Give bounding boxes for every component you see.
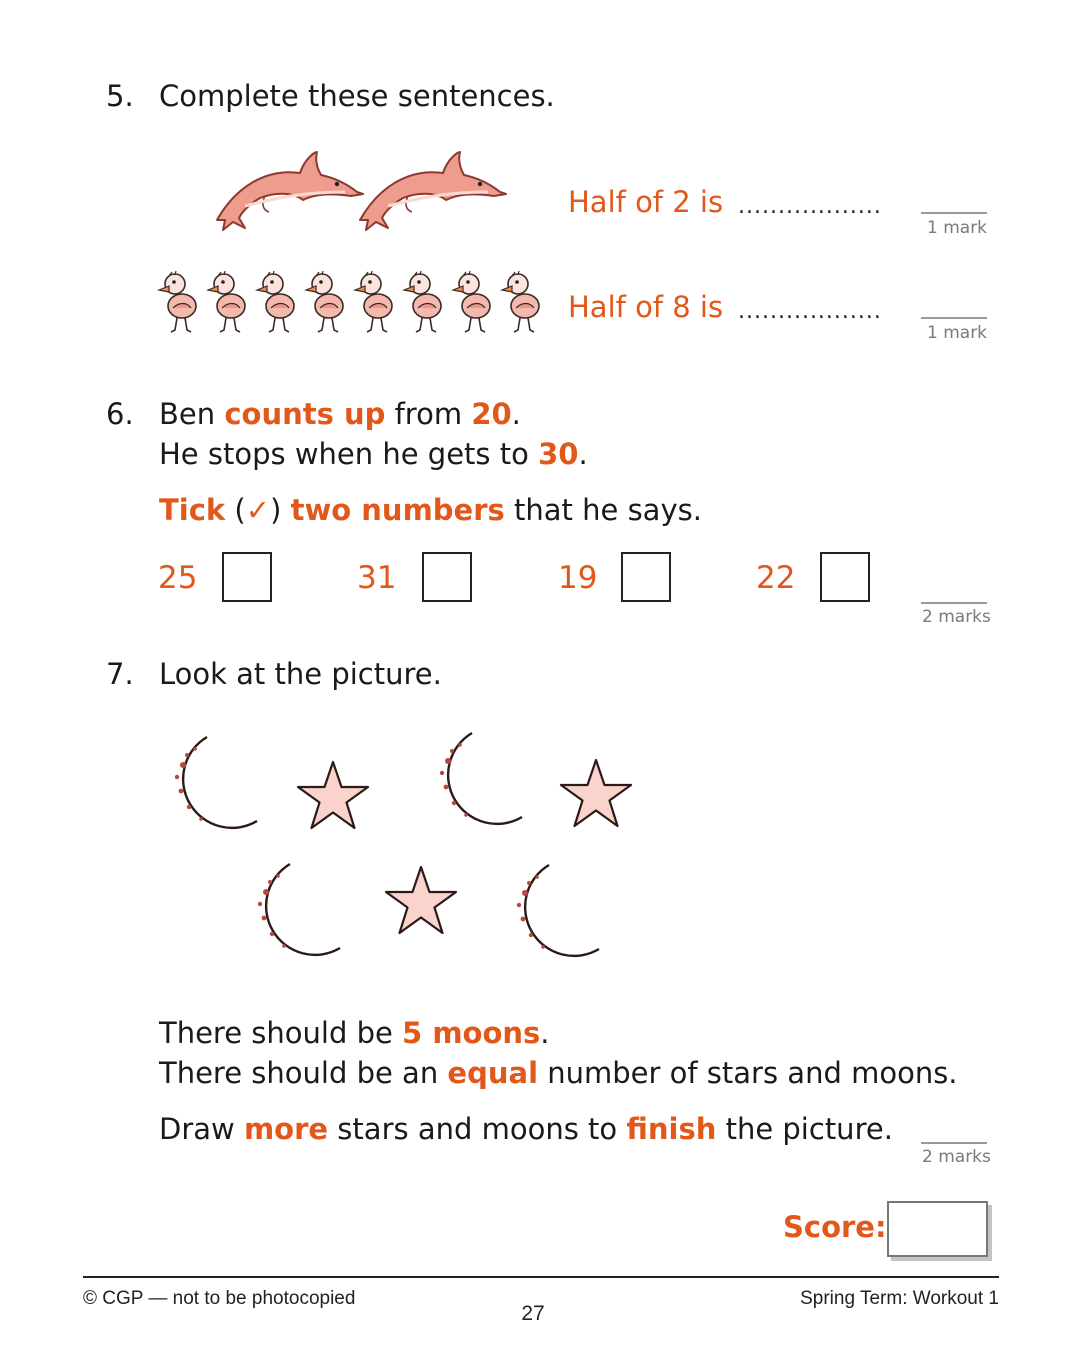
page-number: 27 bbox=[521, 1302, 545, 1325]
score-label: Score: bbox=[783, 1210, 887, 1244]
question-5-prompt: Complete these sentences. bbox=[159, 79, 555, 113]
star-1 bbox=[298, 762, 368, 828]
question-5-number: 5. bbox=[106, 79, 134, 113]
moon-1 bbox=[175, 737, 257, 828]
question-6-line-2 bbox=[159, 437, 588, 471]
tick-box-2[interactable] bbox=[422, 552, 472, 602]
dolphin-illustration bbox=[205, 148, 475, 234]
question-6-instruction bbox=[159, 493, 702, 527]
more-emphasis: more bbox=[243, 1112, 329, 1146]
bird-1 bbox=[159, 271, 196, 332]
question-7-prompt: Look at the picture. bbox=[159, 657, 442, 691]
mark-rule-4 bbox=[921, 1142, 987, 1144]
q6-l3-d: ) bbox=[270, 493, 291, 527]
moon-2 bbox=[440, 733, 522, 824]
tick-box-4[interactable] bbox=[820, 552, 870, 602]
half-of-2-label: Half of 2 is bbox=[568, 185, 724, 219]
q6-l2-a: He stops when he gets to bbox=[159, 437, 539, 471]
q7-l2-c: number of stars and moons. bbox=[538, 1056, 958, 1090]
choice-number-1: 25 bbox=[158, 560, 198, 596]
question-7-number: 7. bbox=[106, 657, 134, 691]
footer-section-title: Spring Term: Workout 1 bbox=[800, 1288, 999, 1309]
bird-6 bbox=[404, 271, 441, 332]
half-of-8-answer-dots[interactable]: .................. bbox=[738, 299, 882, 324]
finish-emphasis: finish bbox=[626, 1112, 717, 1146]
bird-2 bbox=[208, 271, 245, 332]
dolphin-2 bbox=[360, 152, 506, 230]
stop-number: 30 bbox=[538, 437, 579, 471]
q7-l1-c: . bbox=[540, 1016, 550, 1050]
q7-l3-a: Draw bbox=[159, 1112, 244, 1146]
q7-l3-c: stars and moons to bbox=[328, 1112, 627, 1146]
mark-rule-2 bbox=[921, 317, 987, 319]
q6-l3-f: that he says. bbox=[504, 493, 702, 527]
bird-8 bbox=[502, 271, 539, 332]
bird-3 bbox=[257, 271, 294, 332]
mark-label-2: 1 mark bbox=[927, 323, 988, 343]
bird-7 bbox=[453, 271, 490, 332]
moons-and-stars-picture bbox=[150, 725, 650, 975]
q6-l1-a: Ben bbox=[159, 397, 225, 431]
tick-emphasis: Tick bbox=[159, 493, 226, 527]
footer-rule bbox=[83, 1276, 999, 1278]
half-of-8-label: Half of 8 is bbox=[568, 290, 724, 324]
q6-l1-e: . bbox=[511, 397, 521, 431]
moon-4 bbox=[517, 865, 599, 956]
tick-box-1[interactable] bbox=[222, 552, 272, 602]
q7-l2-a: There should be an bbox=[159, 1056, 448, 1090]
footer-copyright: © CGP — not to be photocopied bbox=[83, 1288, 356, 1309]
mark-label-1: 1 mark bbox=[927, 218, 988, 238]
q6-l3-b: ( bbox=[225, 493, 246, 527]
equal-emphasis: equal bbox=[447, 1056, 539, 1090]
question-7-line-2 bbox=[159, 1056, 958, 1090]
counts-up-emphasis: counts up bbox=[224, 397, 386, 431]
moon-3 bbox=[258, 864, 340, 955]
question-7-instruction bbox=[159, 1112, 893, 1146]
start-number: 20 bbox=[471, 397, 512, 431]
q6-l2-c: . bbox=[578, 437, 588, 471]
choice-number-3: 19 bbox=[558, 560, 598, 596]
star-2 bbox=[561, 760, 631, 826]
bird-4 bbox=[306, 271, 343, 332]
question-7-line-1 bbox=[159, 1016, 550, 1050]
q6-l1-c: from bbox=[385, 397, 472, 431]
q7-l3-e: the picture. bbox=[716, 1112, 893, 1146]
birds-illustration bbox=[155, 270, 547, 336]
mark-label-4: 2 marks bbox=[922, 1147, 991, 1167]
dolphin-1 bbox=[217, 152, 363, 230]
tick-box-3[interactable] bbox=[621, 552, 671, 602]
bird-5 bbox=[355, 271, 392, 332]
choice-number-4: 22 bbox=[756, 560, 796, 596]
five-moons-emphasis: 5 moons bbox=[402, 1016, 541, 1050]
tick-mark-icon: ✓ bbox=[245, 493, 271, 527]
score-box[interactable] bbox=[887, 1201, 988, 1257]
star-3 bbox=[386, 867, 456, 933]
question-6-number: 6. bbox=[106, 397, 134, 431]
half-of-2-answer-dots[interactable]: .................. bbox=[738, 194, 882, 219]
mark-rule-3 bbox=[921, 602, 987, 604]
two-numbers-emphasis: two numbers bbox=[290, 493, 505, 527]
mark-rule-1 bbox=[921, 212, 987, 214]
mark-label-3: 2 marks bbox=[922, 607, 991, 627]
question-6-line-1 bbox=[159, 397, 521, 431]
choice-number-2: 31 bbox=[357, 560, 397, 596]
q7-l1-a: There should be bbox=[159, 1016, 403, 1050]
